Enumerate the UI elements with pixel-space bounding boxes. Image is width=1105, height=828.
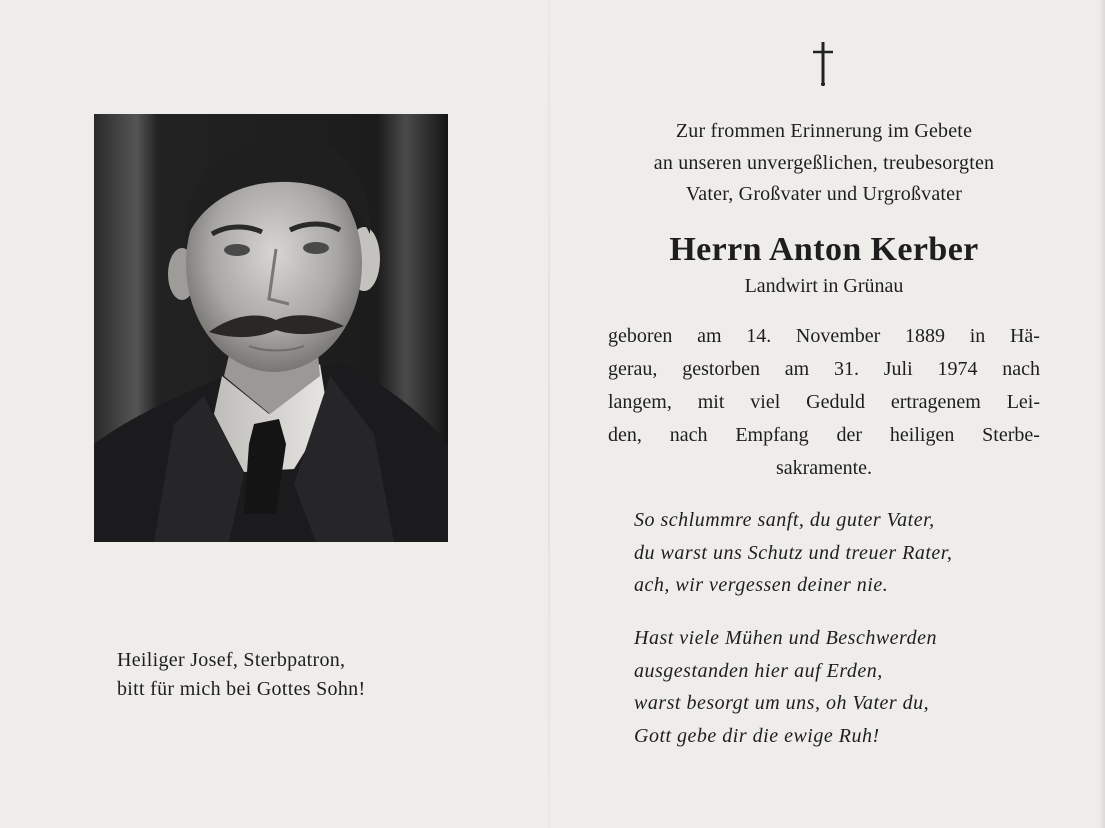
bio-word: nach xyxy=(1002,358,1040,380)
bio-word: Juli xyxy=(883,358,913,380)
bio-word: Empfang xyxy=(735,424,809,446)
bio-word: nach xyxy=(669,424,708,446)
bio-word: 1974 xyxy=(937,358,978,380)
portrait-image xyxy=(94,114,448,542)
bio-word: 31. xyxy=(833,358,859,380)
bio-word: in xyxy=(969,325,986,347)
verse-line: du warst uns Schutz und treuer Rater, xyxy=(634,541,953,564)
intro-line: Vater, Großvater und Urgroßvater xyxy=(685,183,963,205)
bio-word: Lei- xyxy=(1006,391,1040,413)
bio-line xyxy=(608,320,1040,353)
intro-line: Zur frommen Erinnerung im Gebete xyxy=(675,120,973,142)
verse-line: Hast viele Mühen und Beschwerden xyxy=(634,627,937,649)
bio-line xyxy=(608,419,1040,452)
bio-line xyxy=(608,386,1040,419)
bio-word: 1889 xyxy=(905,325,946,347)
verse-line: warst besorgt um uns, oh Vater du, xyxy=(634,692,930,714)
patron-line: Heiliger Josef, Sterbpatron, xyxy=(117,649,346,671)
bio-word: Geduld xyxy=(806,391,866,413)
occupation: Landwirt in Grünau xyxy=(744,275,904,297)
left-panel xyxy=(0,0,548,828)
bio-word: den, xyxy=(608,424,642,446)
bio-word: langem, xyxy=(608,391,672,413)
bio-word: Hä- xyxy=(1009,325,1040,347)
bio-word: Sterbe- xyxy=(982,424,1040,446)
bio-word: am xyxy=(784,358,810,380)
right-panel xyxy=(550,0,1105,828)
bio-line xyxy=(608,353,1040,386)
verse-line: Gott gebe dir die ewige Ruh! xyxy=(634,724,880,747)
intro-text xyxy=(590,116,1058,211)
verse-line: ach, wir vergessen deiner nie. xyxy=(634,574,889,596)
patron-prayer xyxy=(117,646,497,704)
verse-line: So schlummre sanft, du guter Vater, xyxy=(634,509,935,531)
bio-word: November xyxy=(795,325,881,347)
bio-word: 14. xyxy=(746,325,772,347)
bio-word: heiligen xyxy=(889,424,955,446)
intro-line: an unseren unvergeßlichen, treubesorgten xyxy=(653,151,995,174)
bio-word: sakramente. xyxy=(775,457,873,479)
bio-word: ertragenem xyxy=(890,391,981,413)
verse-line: ausgestanden hier auf Erden, xyxy=(634,659,883,682)
bio-word: geboren xyxy=(608,325,673,347)
bio-word: gestorben xyxy=(682,358,760,380)
portrait-photo xyxy=(94,114,448,542)
bio-line-last xyxy=(608,452,1040,485)
biography xyxy=(608,320,1040,485)
bio-word: mit xyxy=(697,391,725,413)
bio-word: der xyxy=(836,424,863,446)
cross-icon xyxy=(808,40,838,88)
verse-stanza-2 xyxy=(634,622,1054,752)
deceased-name: Herrn Anton Kerber xyxy=(669,231,979,268)
bio-word: gerau, xyxy=(608,358,658,380)
verse-stanza-1 xyxy=(634,504,1054,602)
bio-word: viel xyxy=(750,391,781,413)
patron-line: bitt für mich bei Gottes Sohn! xyxy=(117,678,366,700)
bio-word: am xyxy=(697,325,722,347)
